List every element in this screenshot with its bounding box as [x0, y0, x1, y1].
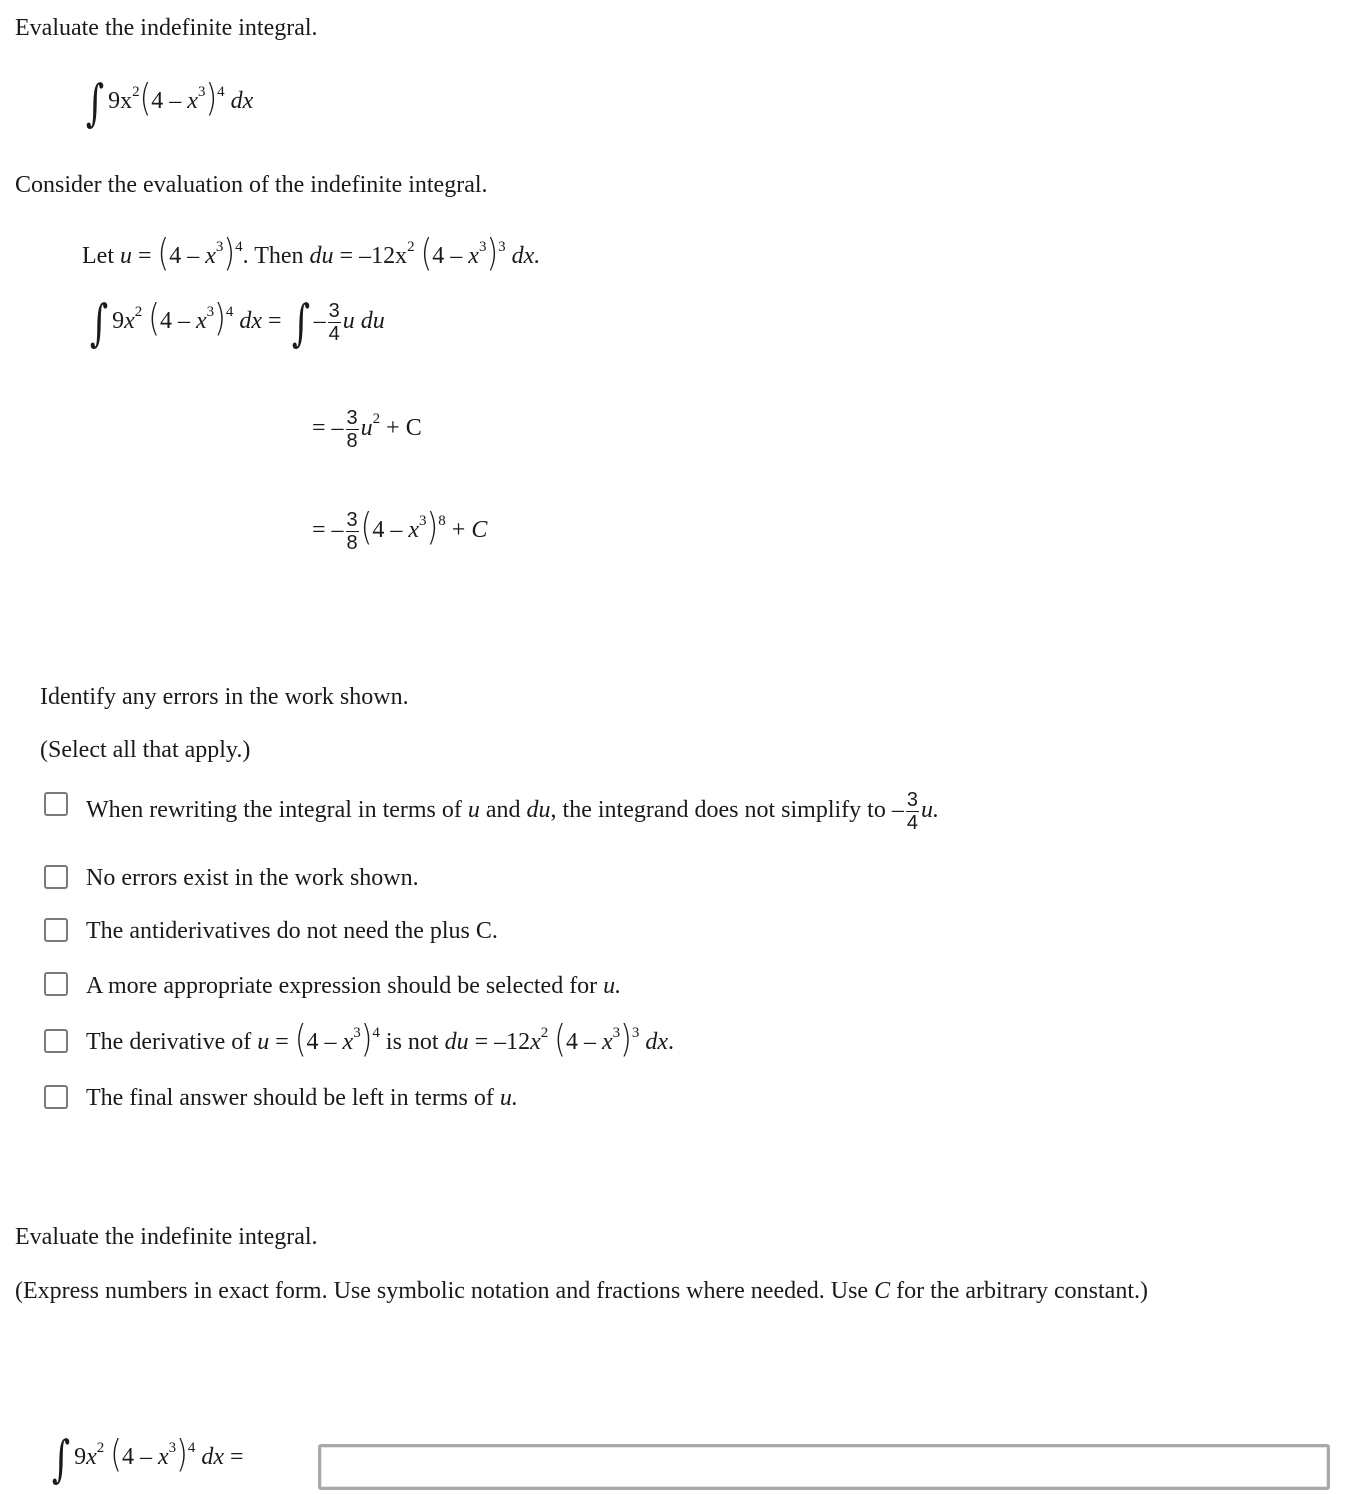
fraction-three-eighths: $\frac{3}{8}$ [346, 509, 358, 554]
option-label-3[interactable]: The antiderivatives do not need the plus C. [86, 918, 498, 944]
fraction-three-quarters: $\frac{3}{4}$ [906, 789, 918, 834]
integral-sign-icon: ∫ [291, 294, 310, 352]
work-heading: Consider the evaluation of the indefinite integral. [15, 172, 488, 198]
integral-sign-icon: ∫ [85, 74, 105, 132]
integral-sign-icon: ∫ [89, 294, 109, 352]
step-2: = – $\frac{3}{8}$ $u^2 + C$ [312, 407, 422, 452]
final-instruction: (Express numbers in exact form. Use symbolic notation and fractions where needed. Use C for the arbitrary constant.) [15, 1278, 1148, 1304]
intro-integral: ∫ $9x^2(4 - x^3)^4$ dx [85, 74, 254, 132]
integral-sign-icon: ∫ [51, 1430, 71, 1488]
option-checkbox-2[interactable] [44, 865, 68, 889]
intro-prompt: Evaluate the indefinite integral. [15, 15, 318, 41]
option-label-4[interactable]: A more appropriate expression should be selected for u. [86, 973, 622, 999]
option-label-1[interactable]: When rewriting the integral in terms of u and du, the integrand does not simplify to – $\frac{3}{4}$ u. [86, 789, 939, 834]
option-label-6[interactable]: The final answer should be left in terms of u. [86, 1085, 518, 1111]
option-checkbox-5[interactable] [44, 1029, 68, 1053]
step-3: = – $\frac{3}{8}$ $(4 - x^3)^8 + C$ [312, 505, 488, 554]
final-prompt: Evaluate the indefinite integral. [15, 1224, 318, 1250]
option-checkbox-4[interactable] [44, 972, 68, 996]
option-label-5[interactable]: The derivative of $u = (4 - x^3)^4$ is not du = $-12x^2$ $(4 - x^3)^3$ dx. [86, 1017, 675, 1062]
fraction-three-quarters: $\frac{3}{4}$ [328, 299, 340, 345]
question-instruction: (Select all that apply.) [40, 737, 251, 763]
option-checkbox-1[interactable] [44, 792, 68, 816]
option-checkbox-6[interactable] [44, 1085, 68, 1109]
option-label-2[interactable]: No errors exist in the work shown. [86, 865, 419, 891]
question-prompt: Identify any errors in the work shown. [40, 684, 409, 710]
answer-input[interactable] [318, 1444, 1330, 1490]
step-1: ∫ $9x^2$ $(4 - x^3)^4$ dx = ∫ – $\frac{3}{4}$ u du [89, 294, 385, 352]
fraction-three-eighths: $\frac{3}{8}$ [346, 407, 358, 452]
answer-integral: ∫ $9x^2$ $(4 - x^3)^4$ dx = [51, 1430, 244, 1488]
let-u-line: Let $u = (4 - x^3)^4$. Then du = $-12x^2$ $(4 - x^3)^3$ dx. [82, 231, 541, 276]
option-checkbox-3[interactable] [44, 918, 68, 942]
